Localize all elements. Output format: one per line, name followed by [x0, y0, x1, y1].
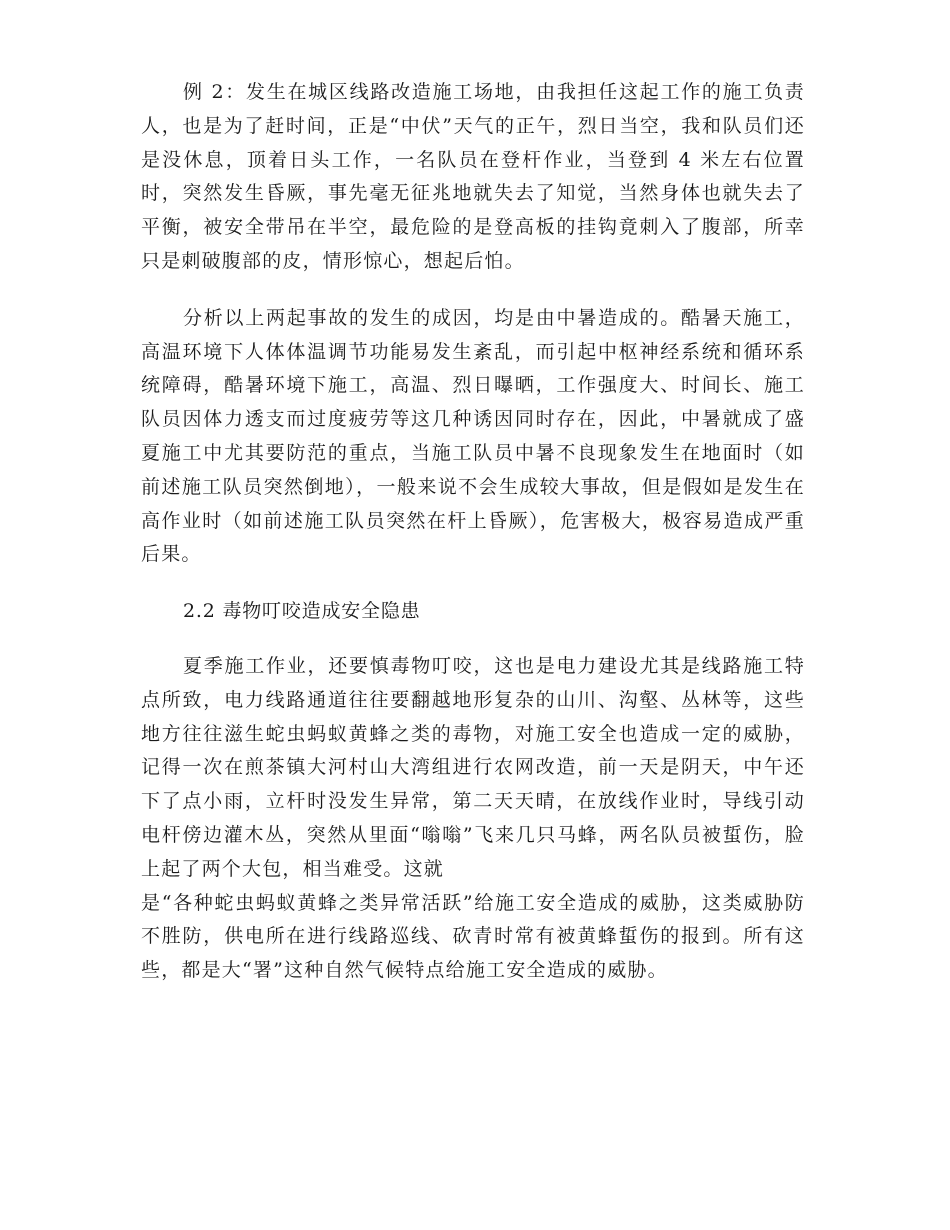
document-page — [141, 76, 805, 1011]
paragraph-summer-work: 夏季施工作业，还要慎毒物叮咬，这也是电力建设尤其是线路施工特点所致，电力线路通道往往要翻越地形复杂的山川、沟壑、丛林等，这些地方往往滋生蛇虫蚂蚁黄蜂之类的毒物，对施工安全也造成一定的威胁，记得一次在煎茶镇大河村山大湾组进行农网改造，前一天是阴天，中午还下了点小雨，立杆时没发生异常，第二天天晴，在放线作业时，导线引动电杆傍边灌木丛，突然从里面“嗡嗡”飞来几只马蜂，两名队员被蜇伤，脸上起了两个大包，相当难受。这就 — [141, 654, 805, 880]
paragraph-analysis: 分析以上两起事故的发生的成因，均是由中暑造成的。酷暑天施工，高温环境下人体体温调节功能易发生紊乱，而引起中枢神经系统和循环系统障碍，酷暑环境下施工，高温、烈日曝晒，工作强度大、时间长、施工队员因体力透支而过度疲劳等这几种诱因同时存在，因此，中暑就成了盛夏施工中尤其要防范的重点，当施工队员中暑不良现象发生在地面时（如前述施工队员突然倒地），一般来说不会生成较大事故，但是假如是发生在高作业时（如前述施工队员突然在杆上昏厥），危害极大，极容易造成严重后果。 — [141, 306, 805, 566]
paragraph-example-2: 例 2：发生在城区线路改造施工场地，由我担任这起工作的施工负责人，也是为了赶时间，正是“中伏”天气的正午，烈日当空，我和队员们还是没休息，顶着日头工作，一名队员在登杆作业，当登到 4 米左右位置时，突然发生昏厥，事先毫无征兆地就失去了知觉，当然身体也就失去了平衡，被安全带吊在半空，最危险的是登高板的挂钩竟刺入了腹部，所幸只是刺破腹部的皮，情形惊心，想起后怕。 — [141, 81, 805, 272]
section-heading: 2.2 毒物叮咬造成安全隐患 — [183, 600, 421, 623]
paragraph-threat: 是“各种蛇虫蚂蚁黄蜂之类异常活跃”给施工安全造成的威胁，这类威胁防不胜防，供电所在进行线路巡线、砍青时常有被黄蜂蜇伤的报到。所有这些，都是大“署”这种自然气候特点给施工安全造成的威胁。 — [141, 891, 805, 982]
